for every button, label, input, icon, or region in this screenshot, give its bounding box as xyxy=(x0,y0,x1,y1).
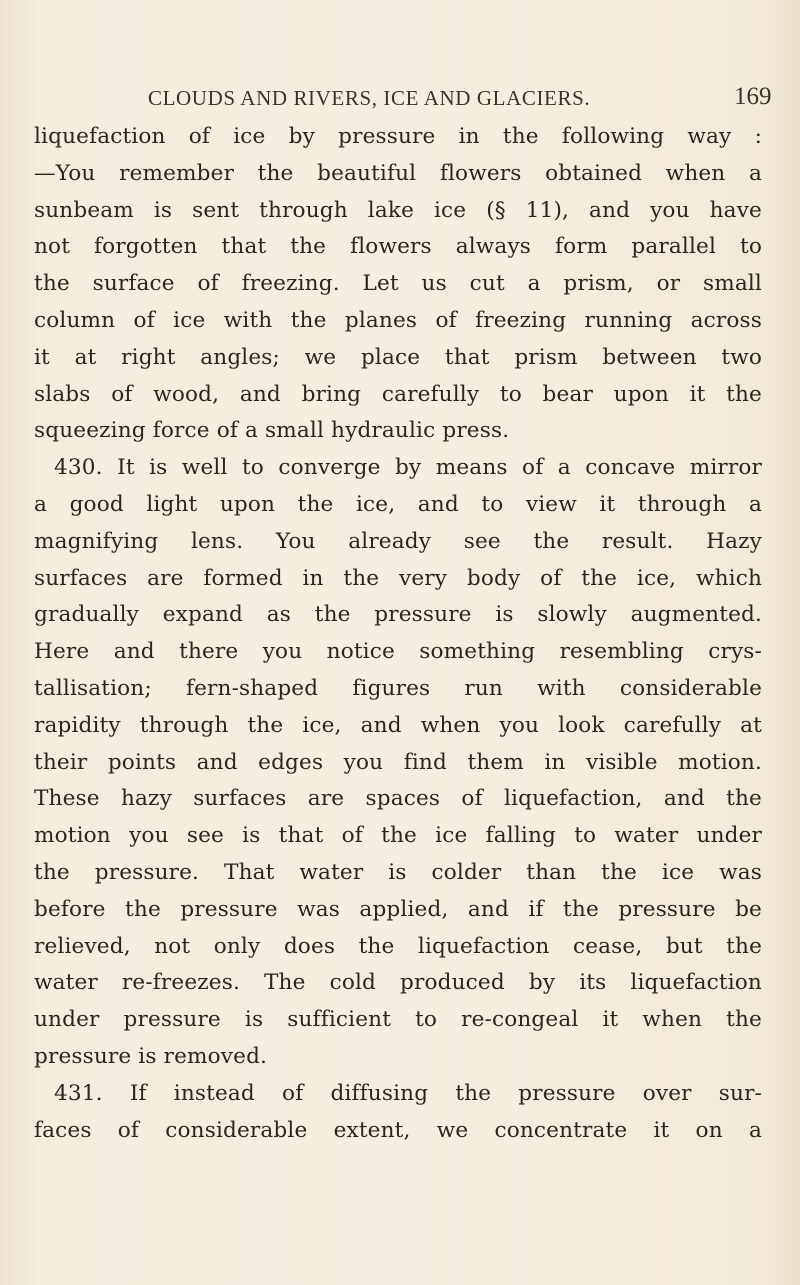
text-line: column of ice with the planes of freezing running across xyxy=(34,307,762,333)
text-line: their points and edges you find them in visible motion. xyxy=(34,749,762,775)
text-line: under pressure is sufficient to re-congeal it when the xyxy=(34,1007,762,1033)
text-line: not forgotten that the flowers always form parallel to xyxy=(34,234,762,260)
text-line: it at right angles; we place that prism between two xyxy=(34,344,762,370)
running-title: CLOUDS AND RIVERS, ICE AND GLACIERS. xyxy=(148,86,591,110)
text-line: liquefaction of ice by pressure in the following way : xyxy=(34,124,762,149)
text-line: faces of considerable extent, we concentrate it on a xyxy=(34,1117,762,1143)
text-line: motion you see is that of the ice falling to water under xyxy=(34,823,762,849)
body-text xyxy=(34,119,762,1149)
text-line: —You remember the beautiful flowers obtained when a xyxy=(34,160,762,186)
text-line: surfaces are formed in the very body of the ice, which xyxy=(34,565,762,591)
text-line: Here and there you notice something resembling crys- xyxy=(34,639,762,665)
text-line: the surface of freezing. Let us cut a prism, or small xyxy=(34,271,762,297)
text-line: gradually expand as the pressure is slowly augmented. xyxy=(34,602,762,628)
running-header xyxy=(0,83,800,116)
text-line: sunbeam is sent through lake ice (§ 11), and you have xyxy=(34,197,762,223)
paragraph-430-start: 430. It is well to converge by means of a concave mirror xyxy=(54,455,762,481)
text-line: These hazy surfaces are spaces of liquefaction, and the xyxy=(34,786,762,812)
text-line: squeezing force of a small hydraulic press. xyxy=(34,418,510,444)
text-line: water re-freezes. The cold produced by its liquefaction xyxy=(34,970,762,996)
page-number: 169 xyxy=(734,83,772,110)
text-line: slabs of wood, and bring carefully to bear upon it the xyxy=(34,381,762,407)
text-line: a good light upon the ice, and to view it through a xyxy=(34,491,762,517)
text-line: before the pressure was applied, and if the pressure be xyxy=(34,896,762,922)
text-line: tallisation; fern-shaped figures run with considerable xyxy=(34,675,762,701)
text-line: relieved, not only does the liquefaction cease, but the xyxy=(34,933,762,959)
text-line: pressure is removed. xyxy=(34,1043,268,1069)
text-line: the pressure. That water is colder than the ice was xyxy=(34,859,762,885)
text-line: magnifying lens. You already see the result. Hazy xyxy=(34,528,762,554)
text-line: rapidity through the ice, and when you look carefully at xyxy=(34,712,762,738)
paragraph-431-start: 431. If instead of diffusing the pressure over sur- xyxy=(54,1080,762,1106)
